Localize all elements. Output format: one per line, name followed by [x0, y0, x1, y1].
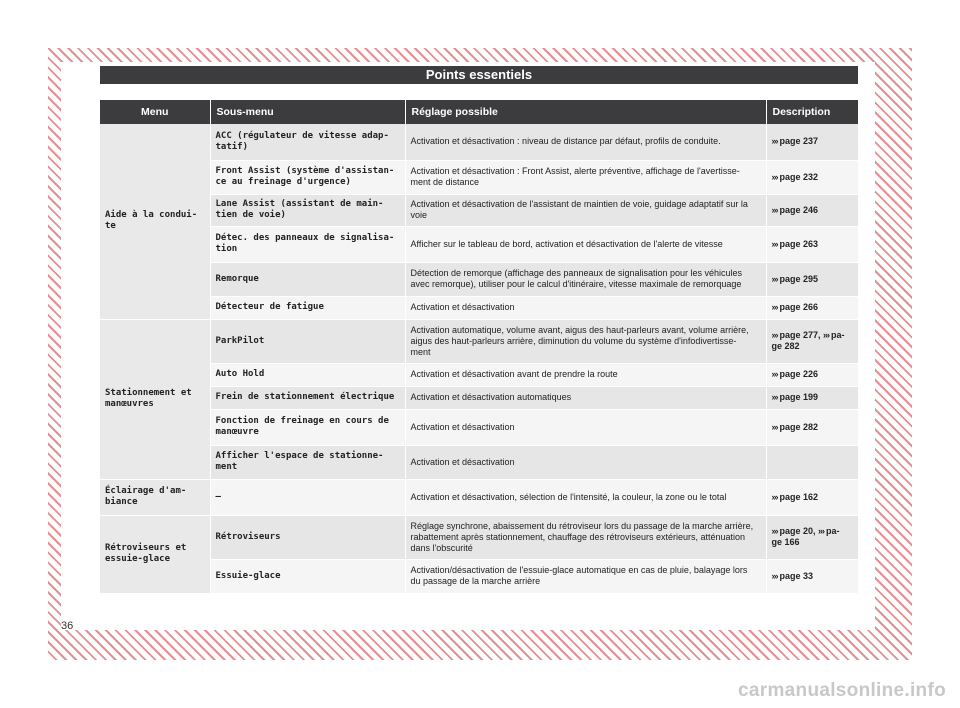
page-ref-link[interactable]: page 246	[779, 204, 819, 215]
description-cell	[766, 479, 858, 515]
table-row	[100, 559, 858, 593]
page-ref-link[interactable]: page 232	[779, 171, 819, 182]
description-cell	[766, 559, 858, 593]
page-number: 36	[61, 620, 74, 632]
page-ref-arrow-icon: ›››	[771, 421, 778, 432]
setting-cell: Activation automatique, volume avant, aigus des haut-parleurs avant, volume arrière, aigus des haut-parleurs arrière, diminution du volume du système d'infodivertisse- ment	[405, 319, 766, 363]
description-cell	[766, 515, 858, 559]
section-title: Points essentiels	[100, 66, 858, 84]
page-ref-link[interactable]: pa- ge 166	[771, 526, 840, 547]
table-row	[100, 160, 858, 194]
page-ref-arrow-icon: ›››	[771, 238, 778, 249]
description-cell	[766, 160, 858, 194]
table-row	[100, 363, 858, 386]
header-description: Description	[766, 100, 858, 124]
setting-cell: Activation et désactivation, sélection de l'intensité, la couleur, la zone ou le total	[405, 479, 766, 515]
page-ref-arrow-icon: ›››	[771, 136, 778, 147]
page-ref-link[interactable]: page 199	[779, 392, 819, 402]
description-cell	[766, 296, 858, 319]
header-submenu: Sous-menu	[210, 100, 405, 124]
page-ref-arrow-icon: ›››	[823, 330, 830, 340]
setting-cell: Activation et désactivation : niveau de distance par défaut, profils de conduite.	[405, 124, 766, 160]
description-cell	[766, 445, 858, 479]
description-cell	[766, 124, 858, 160]
description-cell	[766, 194, 858, 226]
page-ref-arrow-icon: ›››	[771, 570, 778, 581]
setting-cell: Activation et désactivation de l'assistant de maintien de voie, guidage adaptatif sur la voie	[405, 194, 766, 226]
table-row	[100, 479, 858, 515]
page-ref-arrow-icon: ›››	[771, 204, 778, 215]
table-row	[100, 409, 858, 445]
submenu-cell: Remorque	[210, 262, 405, 296]
page-ref-link[interactable]: page 277,	[779, 330, 824, 340]
menu-cell: Aide à la condui- te	[100, 124, 210, 319]
settings-table	[100, 100, 858, 594]
submenu-cell: Essuie-glace	[210, 559, 405, 593]
page-ref-link[interactable]: page 20,	[779, 526, 819, 536]
setting-cell: Activation/désactivation de l'essuie-glace automatique en cas de pluie, balayage lors du passage de la marche arrière	[405, 559, 766, 593]
submenu-cell: Frein de stationnement électrique	[210, 386, 405, 409]
page-ref-link[interactable]: page 295	[779, 273, 819, 284]
table-row	[100, 296, 858, 319]
setting-cell: Activation et désactivation automatiques	[405, 386, 766, 409]
submenu-cell: Front Assist (système d'assistan- ce au freinage d'urgence)	[210, 160, 405, 194]
page-ref-arrow-icon: ›››	[818, 526, 825, 536]
page-ref-arrow-icon: ›››	[771, 302, 778, 312]
table-row	[100, 226, 858, 262]
page-ref-link[interactable]: page 263	[779, 238, 819, 249]
page-ref-link[interactable]: page 237	[779, 136, 819, 147]
menu-cell: Stationnement et manœuvres	[100, 319, 210, 479]
submenu-cell: Lane Assist (assistant de main- tien de voie)	[210, 194, 405, 226]
page-ref-arrow-icon: ›››	[771, 526, 778, 536]
description-cell	[766, 409, 858, 445]
page-ref-link[interactable]: page 33	[779, 570, 814, 581]
page-ref-arrow-icon: ›››	[771, 491, 778, 502]
description-cell	[766, 386, 858, 409]
submenu-cell: Fonction de freinage en cours de manœuvre	[210, 409, 405, 445]
page-ref-arrow-icon: ›››	[771, 330, 778, 340]
table-row	[100, 194, 858, 226]
setting-cell: Détection de remorque (affichage des panneaux de signalisation pour les véhicules avec remorque), utiliser pour le calcul d'itinéraire, vitesse maximale de remorquage	[405, 262, 766, 296]
submenu-cell: Auto Hold	[210, 363, 405, 386]
table-row	[100, 445, 858, 479]
table-row	[100, 515, 858, 559]
submenu-cell: Détec. des panneaux de signalisa- tion	[210, 226, 405, 262]
table-row	[100, 262, 858, 296]
description-cell	[766, 262, 858, 296]
header-menu: Menu	[100, 100, 210, 124]
table-header-row	[100, 100, 858, 124]
submenu-cell: Détecteur de fatigue	[210, 296, 405, 319]
page-ref-arrow-icon: ›››	[771, 171, 778, 182]
setting-cell: Activation et désactivation	[405, 296, 766, 319]
header-setting: Réglage possible	[405, 100, 766, 124]
table-row	[100, 319, 858, 363]
page-ref-link[interactable]: page 162	[779, 491, 819, 502]
page-ref-arrow-icon: ›››	[771, 369, 778, 379]
submenu-cell: ParkPilot	[210, 319, 405, 363]
setting-cell: Activation et désactivation : Front Assist, alerte préventive, affichage de l'avertisse- ment de distance	[405, 160, 766, 194]
menu-cell: Rétroviseurs et essuie-glace	[100, 515, 210, 593]
page-ref-link[interactable]: page 226	[779, 369, 819, 379]
submenu-cell: Rétroviseurs	[210, 515, 405, 559]
table-row	[100, 124, 858, 160]
table-body	[100, 124, 858, 593]
menu-cell: Éclairage d'am- biance	[100, 479, 210, 515]
table-row	[100, 386, 858, 409]
setting-cell: Activation et désactivation avant de prendre la route	[405, 363, 766, 386]
description-cell	[766, 319, 858, 363]
page-ref-link[interactable]: page 266	[779, 302, 819, 312]
page-content	[61, 62, 875, 630]
setting-cell: Activation et désactivation	[405, 445, 766, 479]
submenu-cell: ACC (régulateur de vitesse adap- tatif)	[210, 124, 405, 160]
setting-cell: Réglage synchrone, abaissement du rétroviseur lors du passage de la marche arrière, rabattement après stationnement, chauffage des rétroviseurs extérieurs, atténuation dans l'obscurité	[405, 515, 766, 559]
description-cell	[766, 226, 858, 262]
setting-cell: Activation et désactivation	[405, 409, 766, 445]
page-ref-arrow-icon: ›››	[771, 273, 778, 284]
submenu-cell: Afficher l'espace de stationne- ment	[210, 445, 405, 479]
submenu-cell: –	[210, 479, 405, 515]
setting-cell: Afficher sur le tableau de bord, activation et désactivation de l'alerte de vitesse	[405, 226, 766, 262]
page-ref-link[interactable]: page 282	[779, 421, 819, 432]
description-cell	[766, 363, 858, 386]
page-ref-link[interactable]: pa- ge 282	[771, 330, 845, 351]
page-ref-arrow-icon: ›››	[771, 392, 778, 402]
watermark: carmanualsonline.info	[738, 680, 946, 701]
